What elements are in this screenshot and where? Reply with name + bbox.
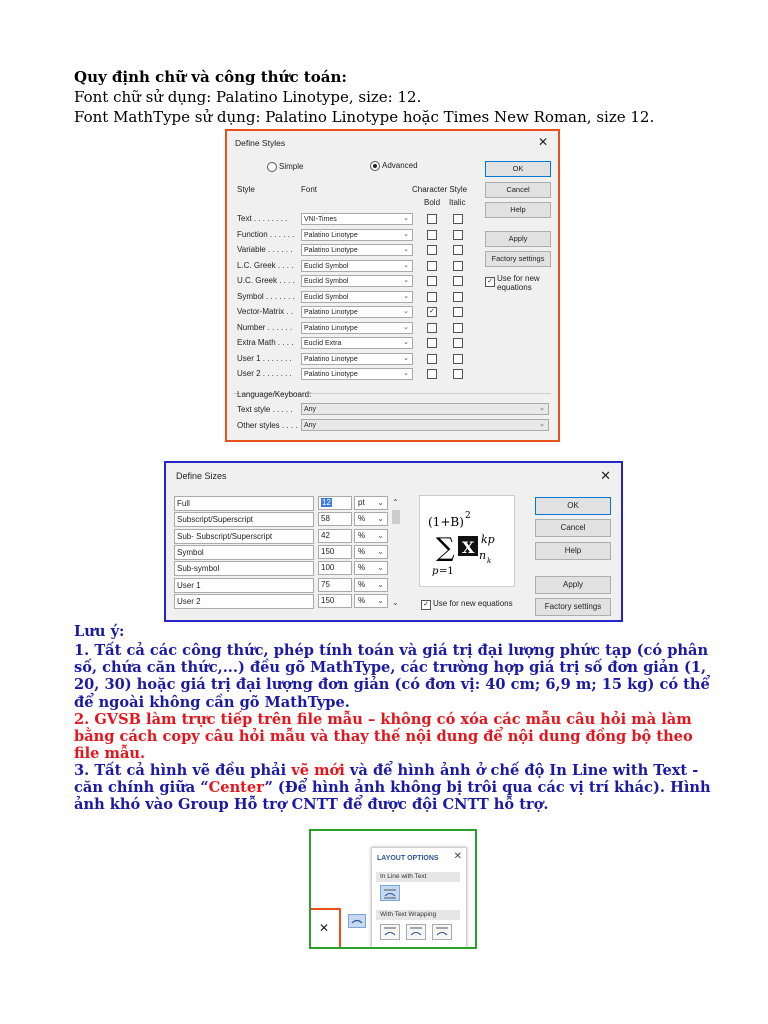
- apply-button[interactable]: Apply: [485, 231, 551, 247]
- italic-checkbox[interactable]: [453, 323, 463, 333]
- use-for-new-checkbox[interactable]: ✓: [485, 277, 495, 287]
- italic-checkbox[interactable]: [453, 369, 463, 379]
- italic-checkbox[interactable]: [453, 354, 463, 364]
- size-row-label: Subscript/Superscript: [174, 512, 314, 527]
- layout-options-panel: [371, 847, 467, 949]
- size-unit-select[interactable]: % ⌄: [354, 594, 388, 608]
- size-row-label: Full: [174, 496, 314, 511]
- italic-checkbox[interactable]: [453, 307, 463, 317]
- use-for-new-checkbox[interactable]: ✓: [421, 600, 431, 610]
- wrap-through-icon[interactable]: [432, 924, 452, 940]
- style-row-font-select[interactable]: Palatino Linotype ⌄: [301, 322, 413, 334]
- col-italic: Italic: [449, 198, 466, 207]
- radio-advanced-label: Advanced: [382, 161, 418, 170]
- close-icon[interactable]: ✕: [537, 135, 548, 149]
- bold-checkbox[interactable]: [427, 369, 437, 379]
- layout-options-title: LAYOUT OPTIONS: [377, 855, 439, 862]
- text-style-select[interactable]: Any ⌄: [301, 403, 549, 415]
- style-row-font-select[interactable]: VNI-Times ⌄: [301, 213, 413, 225]
- size-row-label: User 2: [174, 594, 314, 609]
- cancel-button[interactable]: Cancel: [535, 519, 611, 537]
- col-bold: Bold: [424, 198, 441, 207]
- help-button[interactable]: Help: [535, 542, 611, 560]
- size-value-input[interactable]: 100: [318, 561, 352, 575]
- bold-checkbox[interactable]: [427, 354, 437, 364]
- close-icon[interactable]: ✕: [453, 851, 462, 862]
- bold-checkbox[interactable]: [427, 276, 437, 286]
- inline-section-label: In Line with Text: [376, 872, 460, 882]
- use-for-new-label: Use for new: [497, 274, 540, 283]
- close-icon[interactable]: ✕: [319, 921, 330, 935]
- style-row-font-select[interactable]: Euclid Extra ⌄: [301, 337, 413, 349]
- radio-simple[interactable]: [267, 162, 277, 172]
- close-icon[interactable]: ✕: [600, 468, 611, 483]
- size-unit-select[interactable]: % ⌄: [354, 512, 388, 526]
- size-row-label: Sub- Subscript/Superscript: [174, 529, 314, 544]
- size-row-label: Symbol: [174, 545, 314, 560]
- italic-checkbox[interactable]: [453, 230, 463, 240]
- radio-advanced[interactable]: [370, 161, 380, 171]
- use-for-new-label-2: equations: [497, 283, 532, 292]
- style-row-label: Vector-Matrix . .: [237, 307, 294, 316]
- style-row-label: Number . . . . . .: [237, 322, 293, 332]
- style-row-label: Symbol . . . . . . .: [237, 291, 295, 301]
- define-styles-dialog: [225, 129, 560, 442]
- ok-button[interactable]: OK: [535, 497, 611, 515]
- factory-settings-button[interactable]: Factory settings: [535, 598, 611, 616]
- bold-checkbox[interactable]: [427, 214, 437, 224]
- wrap-tight-icon[interactable]: [406, 924, 426, 940]
- size-unit-select[interactable]: % ⌄: [354, 561, 388, 575]
- style-row-label: User 1 . . . . . . .: [237, 353, 292, 363]
- style-row-font-select[interactable]: Palatino Linotype ⌄: [301, 306, 413, 318]
- style-row-label: Variable . . . . . .: [237, 245, 293, 254]
- svg-text:X: X: [462, 538, 475, 557]
- bold-checkbox[interactable]: [427, 245, 437, 255]
- size-value-input[interactable]: 12: [318, 496, 352, 510]
- other-styles-label: Other styles . . . .: [237, 421, 298, 430]
- col-style: Style: [237, 185, 255, 194]
- style-row-label: Extra Math . . . .: [237, 338, 294, 347]
- col-character-style: Character Style: [412, 185, 468, 194]
- language-keyboard-label: Language/Keyboard:: [237, 390, 312, 399]
- svg-text:(1+B): (1+B): [428, 515, 464, 529]
- style-row-font-select[interactable]: Palatino Linotype ⌄: [301, 353, 413, 365]
- style-row-font-select[interactable]: Euclid Symbol ⌄: [301, 260, 413, 272]
- svg-text:n: n: [479, 549, 487, 562]
- italic-checkbox[interactable]: [453, 214, 463, 224]
- bold-checkbox[interactable]: [427, 292, 437, 302]
- use-for-new-label: Use for new equations: [433, 599, 513, 608]
- size-value-input[interactable]: 75: [318, 578, 352, 592]
- note-3: 3. Tất cả hình vẽ đều phải vẽ mới và để hình ảnh ở chế độ In Line with Text - căn chính giữa “Center” (Để hình ảnh không bị trôi qua các vị trí khác). Hình ảnh khó vào Group Hỗ trợ CNTT để được đội CNTT hỗ trợ.: [74, 762, 711, 814]
- define-sizes-dialog: [164, 461, 623, 622]
- formula-preview: [419, 495, 515, 587]
- style-row-label: Function . . . . . .: [237, 229, 295, 239]
- bold-checkbox[interactable]: [427, 230, 437, 240]
- ok-button[interactable]: OK: [485, 161, 551, 177]
- bold-checkbox[interactable]: ✓: [427, 307, 437, 317]
- text-style-label: Text style . . . . .: [237, 405, 293, 414]
- svg-text:kp: kp: [481, 533, 495, 546]
- dialog-title: Define Styles: [235, 138, 286, 148]
- size-unit-select[interactable]: % ⌄: [354, 578, 388, 592]
- note-2: 2. GVSB làm trực tiếp trên file mẫu – không có xóa các mẫu câu hỏi mà làm bằng cách copy câu hỏi mẫu và thay thế nội dung để nội dung đồng bộ theo file mẫu.: [74, 711, 693, 763]
- svg-text:p: p: [432, 566, 439, 577]
- italic-checkbox[interactable]: [453, 261, 463, 271]
- layout-options-screenshot: [309, 829, 477, 949]
- inline-with-text-icon[interactable]: [380, 885, 400, 901]
- italic-checkbox[interactable]: [453, 338, 463, 348]
- style-row-font-select[interactable]: Euclid Symbol ⌄: [301, 275, 413, 287]
- col-font: Font: [301, 185, 318, 194]
- scrollbar[interactable]: ⌃ ⌄: [392, 498, 399, 607]
- style-row-label: U.C. Greek . . . .: [237, 276, 295, 285]
- style-row-font-select[interactable]: Euclid Symbol ⌄: [301, 291, 413, 303]
- svg-text:=1: =1: [439, 566, 454, 577]
- svg-text:k: k: [487, 557, 492, 565]
- bold-checkbox[interactable]: [427, 323, 437, 333]
- bold-checkbox[interactable]: [427, 338, 437, 348]
- wrap-square-icon[interactable]: [380, 924, 400, 940]
- italic-checkbox[interactable]: [453, 245, 463, 255]
- bold-checkbox[interactable]: [427, 261, 437, 271]
- help-button[interactable]: Help: [485, 202, 551, 218]
- size-value-input[interactable]: 42: [318, 529, 352, 543]
- size-unit-select[interactable]: % ⌄: [354, 529, 388, 543]
- size-value-input[interactable]: 150: [318, 545, 352, 559]
- font-text-line: Font chữ sử dụng: Palatino Linotype, size: 12.: [74, 88, 422, 106]
- wrapping-section-label: With Text Wrapping: [376, 910, 460, 920]
- style-row-font-select[interactable]: Palatino Linotype ⌄: [301, 368, 413, 380]
- layout-options-toggle-icon[interactable]: [348, 914, 366, 928]
- size-value-input[interactable]: 150: [318, 594, 352, 608]
- other-styles-select[interactable]: Any ⌄: [301, 419, 549, 431]
- dialog-title: Define Sizes: [176, 471, 227, 481]
- radio-simple-label: Simple: [279, 162, 304, 171]
- heading: Quy định chữ và công thức toán:: [74, 68, 347, 86]
- italic-checkbox[interactable]: [453, 276, 463, 286]
- cancel-button[interactable]: Cancel: [485, 182, 551, 198]
- style-row-label: L.C. Greek . . . .: [237, 260, 294, 270]
- style-row-font-select[interactable]: Palatino Linotype ⌄: [301, 229, 413, 241]
- apply-button[interactable]: Apply: [535, 576, 611, 594]
- size-unit-select[interactable]: pt ⌄: [354, 496, 388, 510]
- style-row-label: User 2 . . . . . . .: [237, 369, 292, 378]
- svg-text:2: 2: [465, 511, 471, 521]
- style-row-label: Text . . . . . . . .: [237, 214, 288, 223]
- size-row-label: User 1: [174, 578, 314, 593]
- size-unit-select[interactable]: % ⌄: [354, 545, 388, 559]
- note-title: Lưu ý:: [74, 623, 125, 640]
- size-value-input[interactable]: 58: [318, 512, 352, 526]
- style-row-font-select[interactable]: Palatino Linotype ⌄: [301, 244, 413, 256]
- svg-text:∑: ∑: [436, 533, 455, 563]
- note-1: 1. Tất cả các công thức, phép tính toán và giá trị đại lượng phức tạp (có phân số, chứa căn thức,...) đều gõ MathType, các trường hợp giá trị số đơn giản (1, 20, 30) hoặc giá trị đại lượng đơn giản (có đơn vị: 40 cm; 6,9 m; 15 kg) có thể để ngoài không cần gõ MathType.: [74, 642, 710, 711]
- italic-checkbox[interactable]: [453, 292, 463, 302]
- factory-settings-button[interactable]: Factory settings: [485, 251, 551, 267]
- size-row-label: Sub-symbol: [174, 561, 314, 576]
- font-math-line: Font MathType sử dụng: Palatino Linotype hoặc Times New Roman, size 12.: [74, 108, 655, 126]
